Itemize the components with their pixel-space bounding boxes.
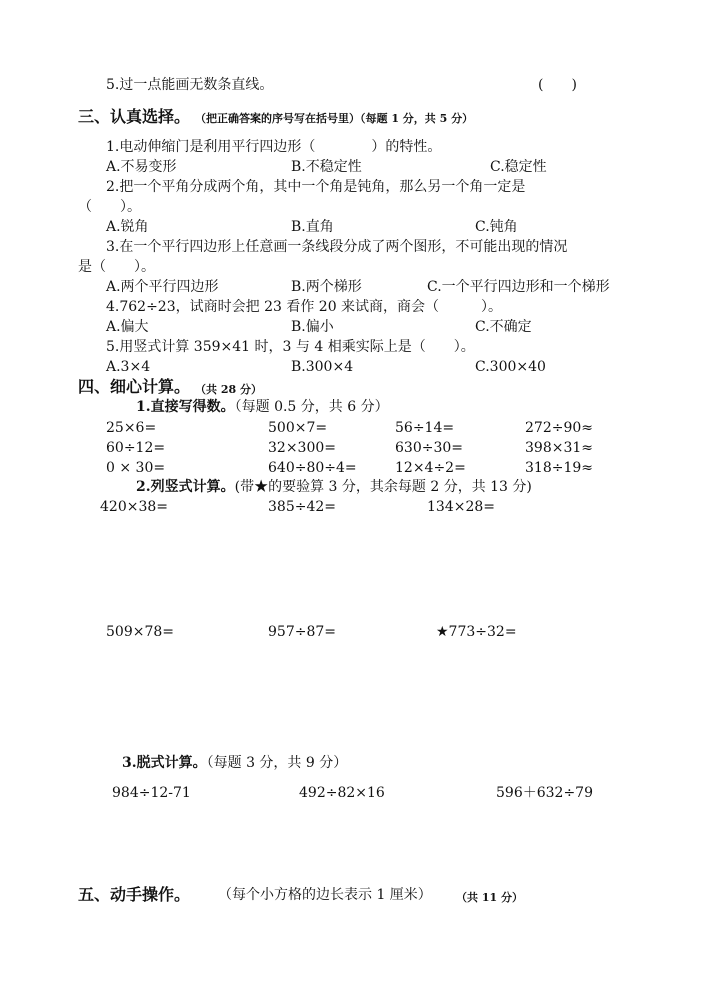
judge-question-5: 5.过一点能画无数条直线。 xyxy=(106,77,274,93)
part-1-note: （每题 0.5 分，共 6 分） xyxy=(234,399,389,415)
stepwise-calc-item: 984÷12-71 xyxy=(112,785,191,801)
part-2-note: (带★的要验算 3 分，其余每题 2 分，共 13 分) xyxy=(234,479,532,495)
direct-calc-item: 32×300= xyxy=(268,440,336,456)
direct-calc-item: 12×4÷2= xyxy=(395,460,466,476)
choice-q1-c: C.稳定性 xyxy=(490,159,547,175)
choice-q2-stem-cont: （ ）。 xyxy=(78,199,141,215)
choice-q1-a: A.不易变形 xyxy=(106,159,177,175)
direct-calc-item: 398×31≈ xyxy=(525,440,593,456)
vertical-calc-item: 134×28= xyxy=(427,499,495,515)
direct-calc-item: 500×7= xyxy=(268,420,328,436)
section-4-note: （共 28 分） xyxy=(195,383,262,396)
section-3-title: 三、认真选择。 xyxy=(78,107,191,126)
choice-q3-stem-cont: 是（ ）。 xyxy=(78,259,155,275)
direct-calc-item: 272÷90≈ xyxy=(525,420,593,436)
choice-q3-c: C.一个平行四边形和一个梯形 xyxy=(427,279,610,295)
part-3-title: 3.脱式计算。 xyxy=(122,755,207,771)
choice-q3-stem: 3.在一个平行四边形上任意画一条线段分成了两个图形，不可能出现的情况 xyxy=(106,239,568,255)
direct-calc-item: 25×6= xyxy=(106,420,157,436)
choice-q2-stem: 2.把一个平角分成两个角，其中一个角是钝角，那么另一个角一定是 xyxy=(106,179,526,195)
answer-parenthesis: ( ) xyxy=(538,77,577,93)
choice-q3-a: A.两个平行四边形 xyxy=(106,279,219,295)
choice-q3-b: B.两个梯形 xyxy=(291,279,362,295)
choice-q4-a: A.偏大 xyxy=(106,319,149,335)
stepwise-calc-item: 596＋632÷79 xyxy=(496,785,593,801)
part-2-title: 2.列竖式计算。 xyxy=(136,479,235,495)
direct-calc-item: 630÷30= xyxy=(395,440,463,456)
choice-q5-a: A.3×4 xyxy=(106,359,151,375)
vertical-calc-item: 509×78= xyxy=(106,624,174,640)
choice-q2-a: A.锐角 xyxy=(106,219,149,235)
direct-calc-item: 0 × 30= xyxy=(106,460,166,476)
part-1-title: 1.直接写得数。 xyxy=(136,399,235,415)
vertical-calc-item: 385÷42= xyxy=(268,499,336,515)
choice-q5-stem: 5.用竖式计算 359×41 时，3 与 4 相乘实际上是（ ）。 xyxy=(106,339,475,355)
vertical-calc-item: 957÷87= xyxy=(268,624,336,640)
choice-q5-c: C.300×40 xyxy=(475,359,546,375)
choice-q1-b: B.不稳定性 xyxy=(291,159,362,175)
choice-q1-stem: 1.电动伸缩门是利用平行四边形（ ）的特性。 xyxy=(106,139,442,155)
section-5-title: 五、动手操作。 xyxy=(78,885,191,904)
vertical-calc-item: 420×38= xyxy=(100,499,168,515)
part-3-note: （每题 3 分，共 9 分） xyxy=(206,755,348,771)
direct-calc-item: 56÷14= xyxy=(395,420,455,436)
choice-q4-c: C.不确定 xyxy=(475,319,532,335)
section-3-note: （把正确答案的序号写在括号里）（每题 1 分，共 5 分） xyxy=(195,112,474,125)
stepwise-calc-item: 492÷82×16 xyxy=(299,785,385,801)
direct-calc-item: 318÷19≈ xyxy=(525,460,593,476)
direct-calc-item: 640÷80÷4= xyxy=(268,460,357,476)
choice-q4-b: B.偏小 xyxy=(291,319,334,335)
choice-q5-b: B.300×4 xyxy=(291,359,354,375)
choice-q4-stem: 4.762÷23，试商时会把 23 看作 20 来试商，商会（ ）。 xyxy=(106,299,503,315)
choice-q2-c: C.钝角 xyxy=(475,219,518,235)
direct-calc-item: 60÷12= xyxy=(106,440,166,456)
vertical-calc-item-starred: ★773÷32= xyxy=(436,624,517,640)
section-5-note: （每个小方格的边长表示 1 厘米） xyxy=(218,887,432,903)
section-5-score: （共 11 分） xyxy=(456,891,523,904)
section-4-title: 四、细心计算。 xyxy=(78,377,191,396)
choice-q2-b: B.直角 xyxy=(291,219,334,235)
